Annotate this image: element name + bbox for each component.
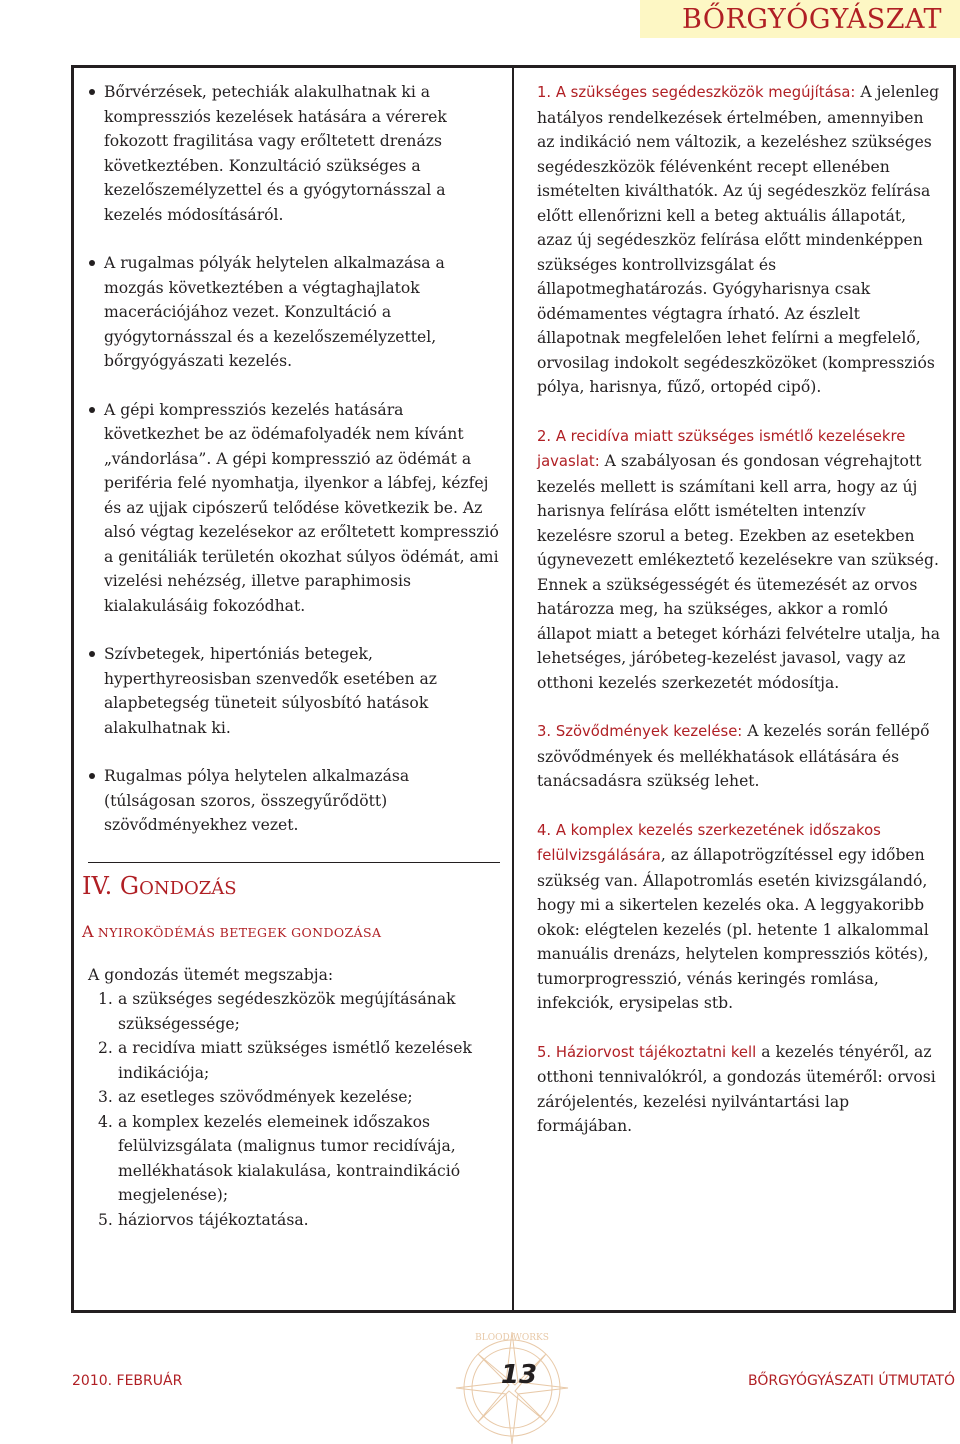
subsection-title: [82, 922, 500, 943]
list-item: [88, 1036, 500, 1085]
section-title-rest: ONDOZÁS: [139, 877, 237, 899]
care-item-body: A szabályosan és gondosan végrehajtott kezelés mellett is számítani kell arra, hogy az új harisnya felírása előtt ismételten intenzív kezelésre szorul a beteg. Ezekben az esetekben úgynevezett emlékeztető kezelésekre van szükség. Ennek a szükségességét és ütemezését az orvos határozza meg, ha szükséges, akkor a romló állapot miatt a beteget kórházi felvételre utalja, ha lehetséges, járóbeteg-kezelést javasol, vagy az otthoni kezelés szerkezetét módosítja.: [537, 452, 941, 692]
list-item-text: a komplex kezelés elemeinek időszakos felülvizsgálata (malignus tumor recidívája, mellékhatások kialakulása, kontraindikáció megjelenése);: [118, 1112, 461, 1204]
bullet-item: Bőrvérzések, petechiák alakulhatnak ki a kompressziós kezelések hatására a vérerek fokozott fragilitása vagy erőltetett drenázs következtében. Konzultáció szükséges a kezelőszemélyzettel és a gyógytornásszal a kezelés módosításáról.: [88, 80, 500, 227]
care-item-heading: 4. A komplex kezelés szerkezetének időszakos felülvizsgálására: [537, 821, 881, 864]
bullet-item: Rugalmas pólya helytelen alkalmazása (túlságosan szoros, összegyűrődött) szövődményekhez vezet.: [88, 764, 500, 838]
section-title-initial: G: [119, 871, 140, 900]
numbered-list: [88, 987, 500, 1232]
list-item-number: 3.: [98, 1088, 113, 1106]
footer-publication: BŐRGYÓGYÁSZATI ÚTMUTATÓ: [747, 1373, 955, 1389]
bullet-item: A rugalmas pólyák helytelen alkalmazása a mozgás következtében a végtaghajlatok macerációjához vezet. Konzultáció a gyógytornásszal és a kezelőszemélyzettel, bőrgyógyászati kezelés.: [88, 251, 500, 374]
care-item: [537, 80, 945, 400]
watermark-text: BLOOD WORKS: [475, 1333, 549, 1343]
section-title: [82, 871, 500, 904]
page-header-title: BŐRGYÓGYÁSZAT: [682, 4, 942, 35]
list-item-number: 4.: [98, 1112, 113, 1131]
list-item-number: 5.: [98, 1210, 113, 1229]
list-item-number: 2.: [98, 1039, 113, 1057]
care-item: [537, 424, 945, 696]
section-roman: IV.: [82, 871, 113, 900]
footer-date: 2010. FEBRUÁR: [72, 1373, 183, 1389]
column-divider: [512, 65, 514, 1313]
bullet-item: Szívbetegek, hipertóniás betegek, hyperthyreosisban szenvedők esetében az alapbetegség tüneteit súlyosbító hatások alakulhatnak ki.: [88, 642, 500, 740]
care-item: [537, 719, 945, 794]
right-column: [537, 80, 945, 1163]
care-item: [537, 1040, 945, 1139]
care-item-heading: 2. A recidíva miatt szükséges ismétlő kezelésekre javaslat:: [537, 427, 906, 470]
care-item-heading: 5. Háziorvost tájékoztatni kell: [537, 1043, 757, 1061]
bullet-item: A gépi kompressziós kezelés hatására következhet be az ödémafolyadék nem kívánt „vándorlása”. A gépi kompresszió az ödémát a periféria felé nyomhatja, ilyenkor a lábfej, kézfej és az ujjak cipószerű telődése következik be. Az alsó végtag kezelésekor az erőltetett kompresszió a genitáliák területén okozhat súlyos ödémát, ami vizelési nehézség, illetve paraphimosis kialakulásáig fokozódhat.: [88, 398, 500, 619]
care-item-heading: 3. Szövődmények kezelése:: [537, 723, 743, 740]
list-item-text: az esetleges szövődmények kezelése;: [118, 1088, 413, 1106]
list-item: [88, 1085, 500, 1110]
subsection-title-rest: NYIROKÖDÉMÁS BETEGEK GONDOZÁSA: [93, 924, 382, 940]
section-separator: [88, 862, 500, 863]
left-column: [82, 80, 500, 1232]
list-item-text: a szükséges segédeszközök megújításának szükségessége;: [118, 990, 456, 1033]
care-item-heading: 1. A szükséges segédeszközök megújítása:: [537, 84, 856, 101]
care-item-body: , az állapotrögzítéssel egy időben szükség van. Állapotromlás esetén kivizsgálandó, hogy mi a sikertelen kezelés oka. A leggyakoribb okok: elégtelen kezelés (pl. hetente 1 alkalommal manuális drenázs, helytelen kompressziós kötés), tumorprogresszió, vénás keringés romlása, infekciók, erysipelas stb.: [537, 846, 929, 1012]
list-item: [88, 987, 500, 1036]
page-number: 13: [500, 1360, 538, 1390]
list-item-number: 1.: [98, 990, 113, 1008]
list-item-text: a recidíva miatt szükséges ismétlő kezelések indikációja;: [118, 1039, 472, 1082]
care-item-body: A jelenleg hatályos rendelkezések értelmében, amennyiben az indikáció nem változik, a kezeléshez szükséges segédeszközök félévenként recept ellenében ismételten kiválthatók. Az új segédeszköz felírása előtt ellenőrizni kell a beteg aktuális állapotát, azaz új segédeszköz felírása előtt mindenképpen szükséges kontrollvizsgálat és állapotmeghatározás. Gyógyharisnya csak ödémamentes végtagra írható. Az észlelt állapotnak megfelelően lehet felírni a megfelelő, orvosilag indokolt segédeszközöket (kompressziós pólya, harisnya, fűző, ortopéd cipő).: [537, 83, 940, 396]
list-item: [88, 1208, 500, 1233]
list-item-text: háziorvos tájékoztatása.: [118, 1210, 309, 1229]
subsection-title-initial: A: [82, 921, 94, 941]
header-band: [640, 0, 960, 38]
care-item-body: a kezelés tényéről, az otthoni tennivalókról, a gondozás üteméről: orvosi zárójelentés, kezelési nyilvántartási lap formájában.: [537, 1042, 936, 1135]
list-item: [88, 1110, 500, 1208]
care-item: [537, 818, 945, 1016]
list-intro: A gondozás ütemét megszabja:: [88, 965, 334, 984]
care-item-body: A kezelés során fellépő szövődmények és mellékhatások ellátására és tanácsadásra szükség lehet.: [537, 722, 930, 790]
